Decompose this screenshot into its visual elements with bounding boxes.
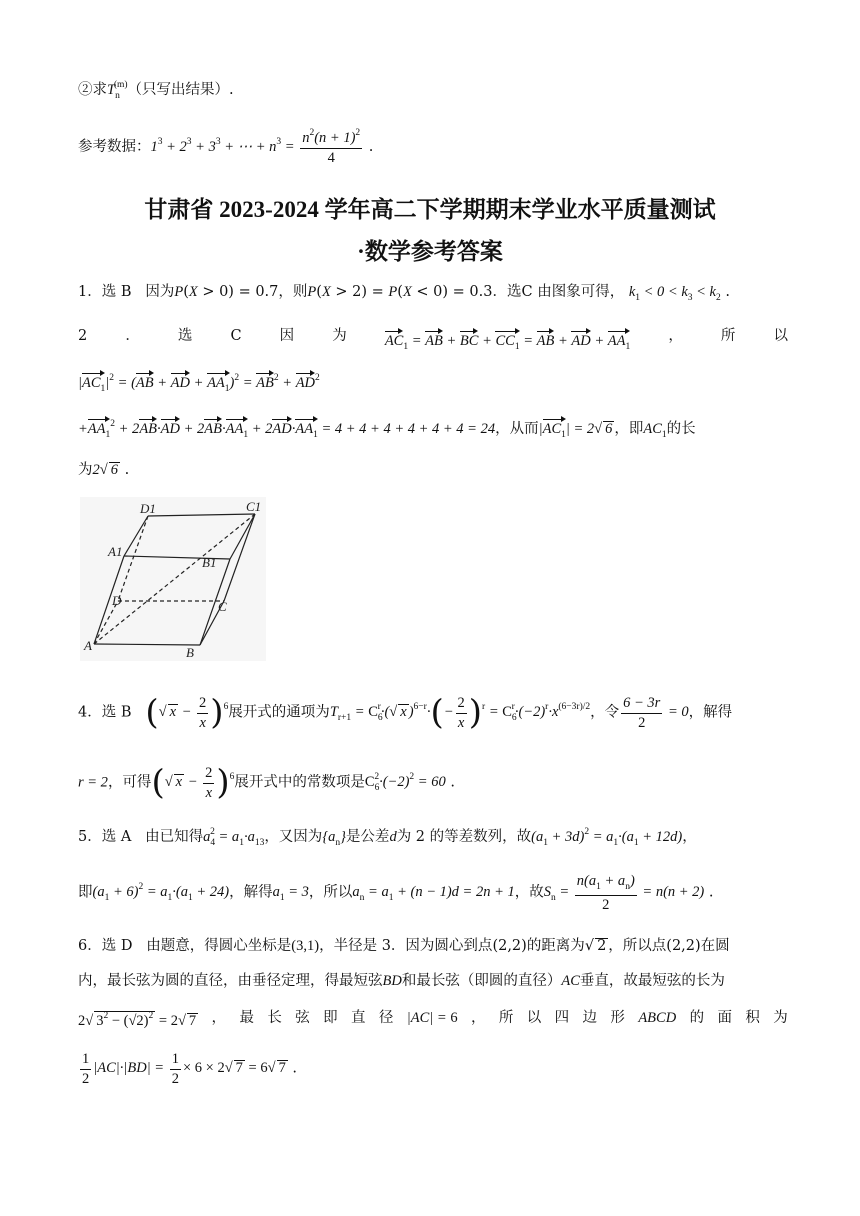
label-d: D	[112, 593, 122, 608]
page-title: 甘肃省 2023-2024 学年高二下学期期末学业水平质量测试	[144, 197, 716, 222]
reference-data: 参考数据：$1^3 + 2^3 + 3^3$ + ⋯ + $n^3$ = $\frac{n^2(n + 1)^2}{4}$ .	[78, 128, 374, 166]
label-a: A	[84, 638, 92, 653]
q2-prefix: ②求	[78, 82, 107, 98]
answer-4: 4．选 B (√ x − $\frac{2}{x}$ )$^6$展开式的通项为$T_{r+1} = C_6^r\cdot(√$ x )$^{6-r}$·(− $\frac{2}{x}$ )$^r = C_6^r\cdot(-2)^r\cdot x^{(6-3r)/2}$，令 $\frac{6 - 3r}{2}$ = 0，解得	[78, 693, 733, 733]
answer-6-line4: $\frac{1}{2}$ |AC|·|BD| = $\frac{1}{2}$ × 6 × 2√ 7 = 6√ 7 .	[82, 1051, 298, 1087]
label-a1: A1	[108, 544, 123, 559]
answer-5-cont: 即$(a_1 + 6)^2 = a_1\cdot(a_1 + 24)$，解得$a_1 = 3$，所以$a_n = a_1 + (n - 1)d = 2n + 1$，故$S_n$ = $\frac{n(a_1 + a_n)}{2}$ = n(n + 2) .	[78, 873, 714, 913]
parallelepiped-figure	[80, 497, 266, 661]
answer-6: 6．选 D 由题意，得圆心坐标是(3,1)，半径是 3．因为圆心到点(2,2)的距离为√ 2 ，所以点(2,2)在圆	[78, 938, 730, 954]
answer-2-eq: $|AC_1|^2 = (AB$ + AD + $AA_1)^2 = AB^2 + AD^2$	[78, 373, 320, 394]
answer-2: 2 ． 选 C 因 为 $AC_1$ = AB + BC + $CC_1$ = AB + AD + $AA_1$ ， 所 以	[78, 328, 788, 352]
answer-2-eq2: $+AA_1^2 + 2AB\cdot AD + 2AB\cdot AA_1 + 2AD\cdot AA_1 = 4 + 4 + 4 + 4 + 4 + 4 = 24$，从而$|AC_1| = 2√$ 6 ，即$AC_1$的长	[78, 419, 696, 440]
ref-label: 参考数据：	[78, 139, 151, 155]
label-b1: B1	[202, 555, 217, 570]
label-b: B	[186, 645, 194, 660]
question-part-2: ②求$T_n^{(m)}$（只写出结果）.	[78, 80, 234, 101]
answer-5: 5．选 A 由已知得$a_4^2 = a_1\cdot a_{13}$，又因为$\{a_n\}$是公差d为 2 的等差数列，故$(a_1 + 3d)^2 = a_1\cdot(a_1 + 12d)$，	[78, 827, 697, 848]
answer-6-line3: 2√ $3^2 - (√2)^2 = 2√$ 7 ， 最 长 弦 即 直 径 |AC| = 6 ， 所 以 四 边 形 ABCD 的 面 积 为	[78, 1010, 788, 1029]
label-c: C	[218, 599, 227, 614]
label-c1: C1	[246, 499, 262, 514]
answer-1: 1．选 B 因为P(X > 0) = 0.7，则P(X > 2) = P(X < 0) = 0.3．选C 由图象可得， $k_1 < 0 < k_3 < k_2$ .	[78, 284, 730, 303]
answer-2-end: 为2√ 6 .	[78, 462, 130, 478]
page-subtitle: ·数学参考答案	[357, 239, 503, 264]
q2-suffix: （只写出结果）.	[127, 82, 234, 98]
answer-6-line2: 内，最长弦为圆的直径，由垂径定理，得最短弦BD和最长弦（即圆的直径）AC垂直，故最短弦的长为	[78, 973, 725, 989]
label-d1: D1	[140, 501, 156, 516]
answer-4-cont: r = 2，可得(√ x − $\frac{2}{x}$ )$^6$展开式中的常数项是$C_6^2\cdot(-2)^2 = 60$ .	[78, 763, 455, 803]
